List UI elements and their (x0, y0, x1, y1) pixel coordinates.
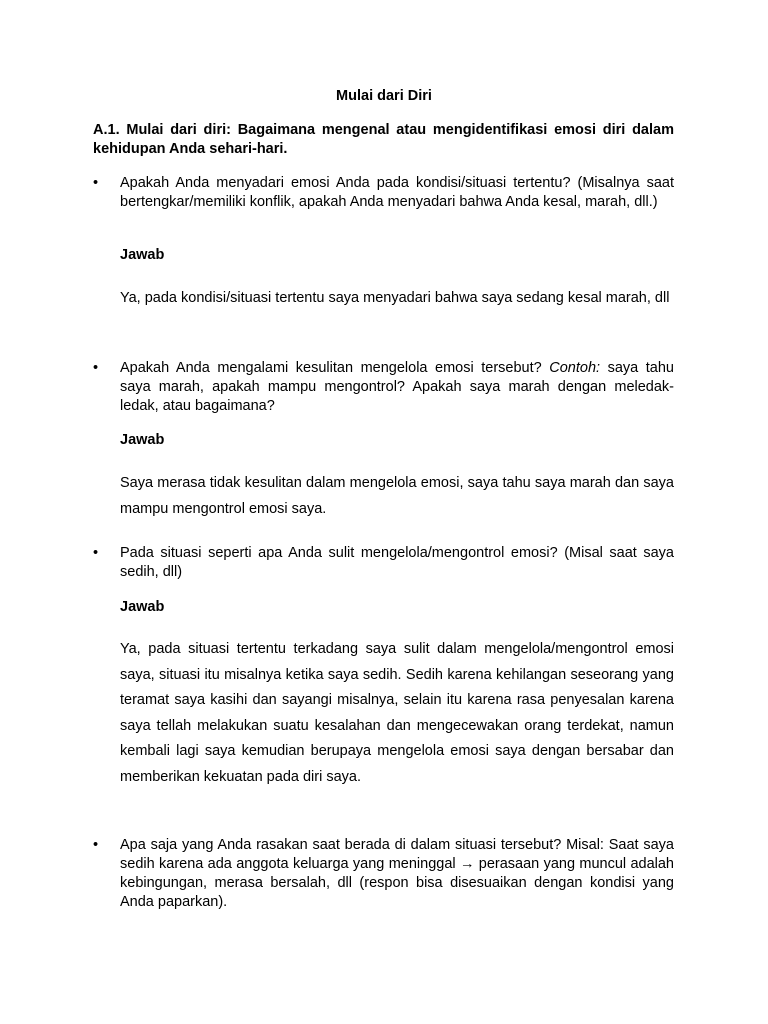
jawab-label-3: Jawab (120, 599, 165, 615)
answer-2: Saya merasa tidak kesulitan dalam mengelola emosi, saya tahu saya marah dan saya mampu mengontrol emosi saya. (120, 475, 674, 517)
answer-1: Ya, pada kondisi/situasi tertentu saya menyadari bahwa saya sedang kesal marah, dll (120, 290, 670, 306)
bullet-1: • (93, 175, 99, 191)
document-title: Mulai dari Diri (336, 88, 432, 104)
question-4: Apa saja yang Anda rasakan saat berada di dalam situasi tersebut? Misal: Saat saya sedih karena ada anggota keluarga yang meninggal → perasaan yang muncul adalah kebingungan, merasa bersalah, dll (respon bisa disesuaikan dengan kondisi yang Anda paparkan). (120, 837, 674, 910)
bullet-2: • (93, 360, 99, 376)
question-1: Apakah Anda menyadari emosi Anda pada kondisi/situasi tertentu? (Misalnya saat bertengkar/memiliki konflik, apakah Anda menyadari bahwa Anda kesal, marah, dll.) (120, 175, 674, 210)
question-2-part-2: saya tahu saya marah, apakah mampu mengontrol? Apakah saya marah dengan meledak-ledak, atau bagaimana? (120, 360, 674, 414)
jawab-label-2: Jawab (120, 432, 165, 448)
question-2-italic: Contoh: (549, 360, 601, 376)
bullet-3: • (93, 545, 99, 561)
jawab-label-1: Jawab (120, 247, 165, 263)
section-heading: A.1. Mulai dari diri: Bagaimana mengenal atau mengidentifikasi emosi diri dalam kehidupan Anda sehari-hari. (93, 122, 674, 157)
bullet-4: • (93, 837, 99, 853)
answer-3: Ya, pada situasi tertentu terkadang saya sulit dalam mengelola/mengontrol emosi saya, situasi itu misalnya ketika saya sedih. Sedih karena kehilangan seseorang yang teramat saya kasihi dan sayangi misalnya, selain itu karena rasa penyesalan karena saya tellah melakukan suatu kesalahan dan mengecewakan orang terdekat, namun kembali lagi saya kemudian berupaya mengelola emosi saya dengan bersabar dan memberikan kekuatan pada diri saya. (120, 641, 674, 785)
question-3: Pada situasi seperti apa Anda sulit mengelola/mengontrol emosi? (Misal saat saya sedih, dll) (120, 545, 674, 580)
question-2-part-1: Apakah Anda mengalami kesulitan mengelola emosi tersebut? (120, 360, 550, 376)
question-2 (120, 359, 674, 416)
